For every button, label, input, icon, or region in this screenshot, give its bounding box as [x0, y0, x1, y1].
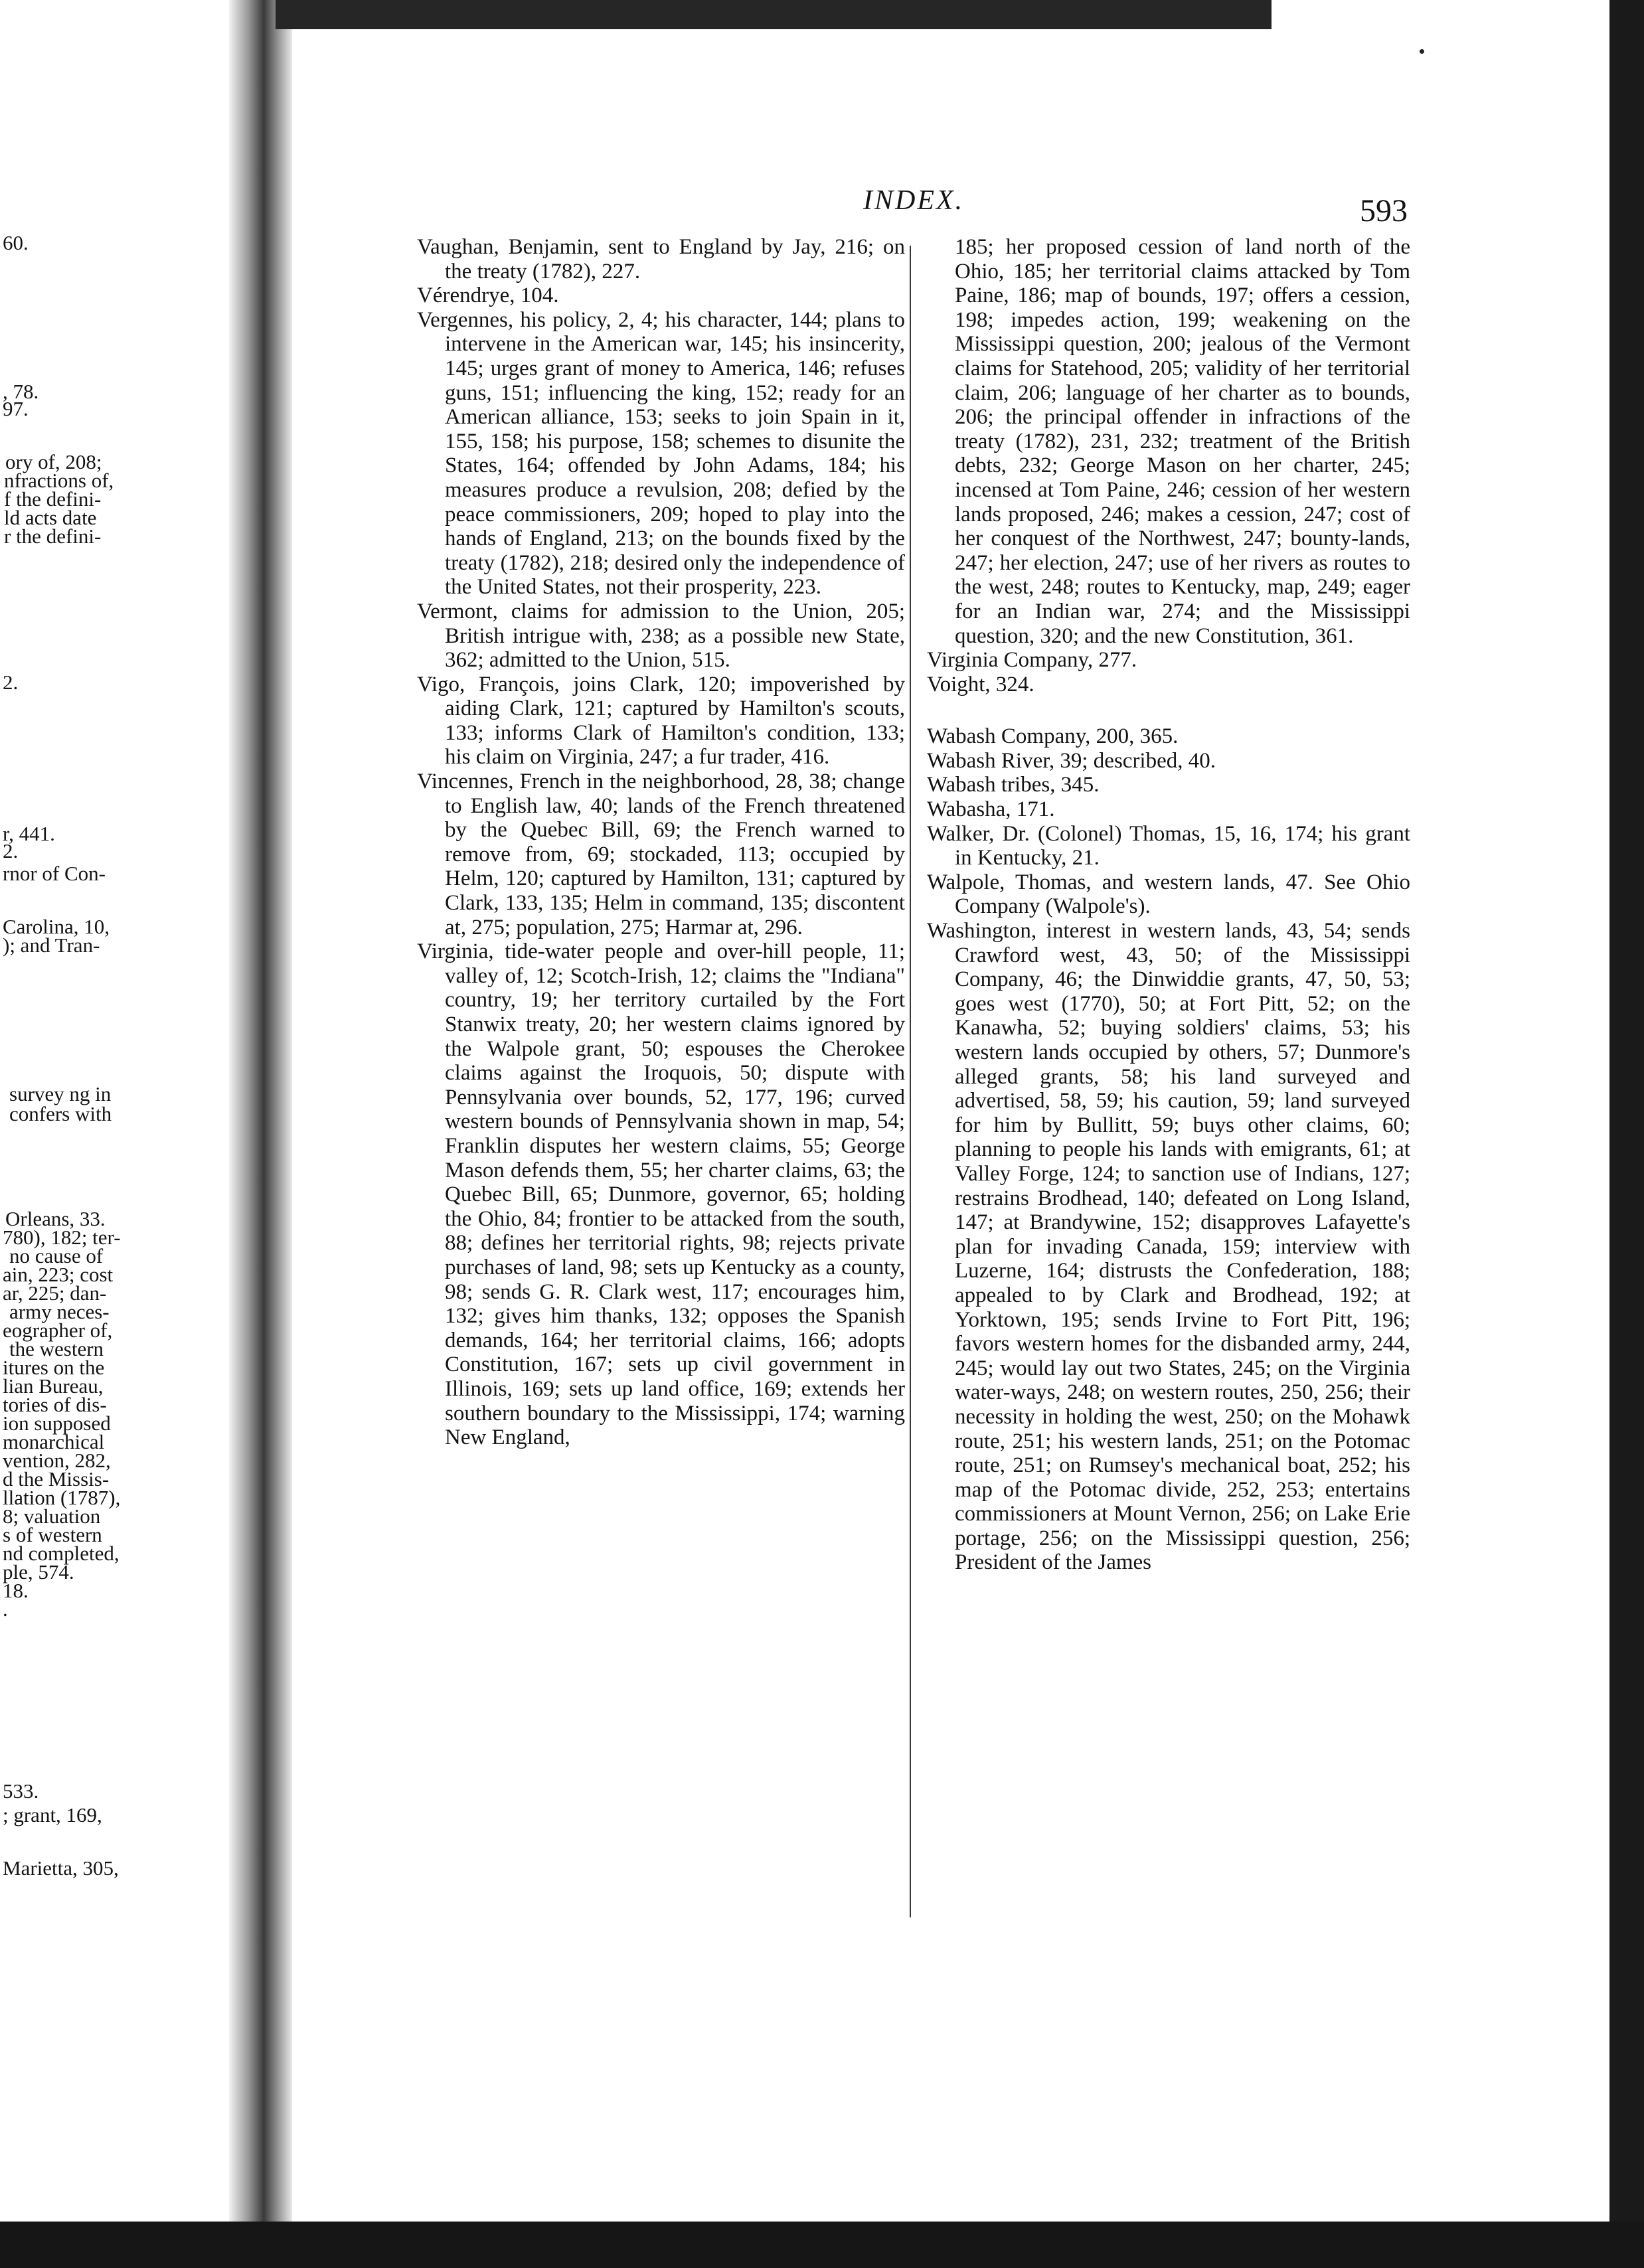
facing-page-fragment: itures on the: [3, 1356, 105, 1379]
scan-border-right: [1609, 0, 1644, 2268]
speck-mark: [1420, 49, 1424, 54]
facing-page-fragment: 60.: [3, 231, 29, 254]
facing-page-fragment: Carolina, 10,: [3, 915, 110, 938]
index-column-left: [417, 235, 905, 1450]
facing-page-fragment: 533.: [3, 1779, 39, 1803]
facing-page-fragment: , 78.: [3, 380, 39, 403]
index-entry: Vergennes, his policy, 2, 4; his character, 144; plans to intervene in the American war, 145; his insincerity, 145; urges grant of money to America, 146; refuses guns, 151; influencing the king, 152; ready for an American alliance, 153; seeks to join Spain in it, 155, 158; his purpose, 158; schemes to disunite the States, 164; offended by John Adams, 184; his measures produce a revulsion, 208; defied by the peace commissioners, 209; hoped to play into the hands of England, 213; on the bounds fixed by the treaty (1782), 218; desired only the independence of the United States, not their prosperity, 223.: [417, 307, 905, 600]
index-column-right: [927, 235, 1410, 1575]
index-entry: Wabash tribes, 345.: [927, 773, 1100, 797]
running-head: INDEX.: [863, 185, 965, 216]
facing-page-fragment: ld acts date: [4, 506, 97, 529]
index-entry: Walker, Dr. (Colonel) Thomas, 15, 16, 174; his grant in Kentucky, 21.: [927, 821, 1410, 870]
column-divider: [910, 246, 911, 1917]
facing-page-fragment: confers with: [9, 1102, 112, 1125]
facing-page-fragment: 2.: [3, 671, 19, 694]
scan-border-top: [276, 0, 1272, 29]
facing-page-fragment: r, 441.: [3, 822, 55, 845]
index-entry: Wabasha, 171.: [927, 797, 1055, 822]
facing-page-fragment: rnor of Con-: [3, 862, 106, 885]
facing-page-fragment: lian Bureau,: [3, 1374, 104, 1398]
index-entry: Virginia Company, 277.: [927, 648, 1137, 673]
index-entry: 185; her proposed cession of land north of the Ohio, 185; her territorial claims attacked by Tom Paine, 186; map of bounds, 197; offers a cession, 198; impedes action, 199; weakening on the Mississippi question, 200; jealous of the Vermont claims for Statehood, 205; validity of her territorial claim, 206; language of her charter as to bounds, 206; the principal offender in infractions of the treaty (1782), 231, 232; treatment of the British debts, 232; George Mason on her charter, 245; incensed at Tom Paine, 246; cession of her western lands proposed, 246; makes a cession, 247; cost of her conquest of the Northwest, 247; bounty-lands, 247; her election, 247; use of her rivers as routes to the west, 248; routes to Kentucky, map, 249; eager for an Indian war, 274; and the Mississippi question, 320; and the new Constitution, 361.: [955, 235, 1410, 648]
facing-page-fragment: 780), 182; ter-: [3, 1226, 121, 1249]
index-entry: Vaughan, Benjamin, sent to England by Jay, 216; on the treaty (1782), 227.: [417, 235, 905, 284]
facing-page-fragment: ple, 574.: [3, 1560, 74, 1583]
facing-page-fragment: 97.: [3, 397, 29, 420]
index-entry: Wabash Company, 200, 365.: [927, 724, 1179, 749]
facing-page-fragment: eographer of,: [3, 1319, 113, 1342]
facing-page-fragment: s of western: [3, 1523, 102, 1546]
page-number: 593: [1360, 193, 1408, 228]
facing-page-fragment: 2.: [3, 839, 19, 862]
facing-page-fragment: ar, 225; dan-: [3, 1281, 107, 1305]
facing-page-fragment: survey ng in: [9, 1082, 112, 1105]
facing-page-fragment: vention, 282,: [3, 1449, 111, 1472]
index-entry: Virginia, tide-water people and over-hill people, 11; valley of, 12; Scotch-Irish, 12; claims the "Indiana" country, 19; her territory curtailed by the Fort Stanwix treaty, 20; her western claims ignored by the Walpole grant, 50; espouses the Cherokee claims against the Iroquois, 50; dispute with Pennsylvania over bounds, 52, 177, 196; curved western bounds of Pennsylvania shown in map, 54; Franklin disputes her western claims, 55; George Mason defends them, 55; her charter claims, 63; the Quebec Bill, 65; Dunmore, governor, 65; holding the Ohio, 84; frontier to be attacked from the south, 88; defines her territorial rights, 98; rejects private purchases of land, 98; sets up Kentucky as a county, 98; sends G. R. Clark west, 117; encourages him, 132; gives him thanks, 132; opposes the Spanish demands, 164; her territorial claims, 166; adopts Constitution, 167; sets up civil government in Illinois, 169; sets up land office, 169; extends her southern boundary to the Mississippi, 174; warning New England,: [417, 939, 905, 1450]
index-entry: Vérendrye, 104.: [417, 284, 559, 308]
facing-page-fragment: d the Missis-: [3, 1467, 110, 1491]
letter-section-gap: [927, 696, 1410, 724]
index-entry: Walpole, Thomas, and western lands, 47. See Ohio Company (Walpole's).: [927, 870, 1410, 919]
facing-page-fragment: monarchical: [3, 1430, 105, 1453]
index-entry: Vincennes, French in the neighborhood, 28, 38; change to English law, 40; lands of the French threatened by the Quebec Bill, 69; the French warned to remove from, 69; stockaded, 113; occupied by Helm, 120; captured by Hamilton, 131; captured by Clark, 133, 135; Helm in command, 135; discontent at, 275; population, 275; Harmar at, 296.: [417, 770, 905, 939]
facing-page-fragment: nfractions of,: [4, 469, 114, 492]
facing-page-fragment: nd completed,: [3, 1542, 120, 1565]
facing-page-fragment: ain, 223; cost: [3, 1263, 114, 1286]
index-entry: Wabash River, 39; described, 40.: [927, 748, 1216, 773]
facing-page-fragment: ory of, 208;: [5, 450, 102, 473]
facing-page-fragment: f the defini-: [4, 487, 102, 511]
facing-page-fragment: ; grant, 169,: [3, 1803, 102, 1826]
facing-page-edge: [0, 0, 252, 2222]
facing-page-fragment: army neces-: [9, 1300, 110, 1323]
index-entry: Vermont, claims for admission to the Union, 205; British intrigue with, 238; as a possible new State, 362; admitted to the Union, 515.: [417, 599, 905, 673]
facing-page-fragment: r the defini-: [4, 525, 102, 548]
facing-page-fragment: 8; valuation: [3, 1504, 101, 1528]
facing-page-fragment: the western: [9, 1337, 104, 1360]
book-gutter: [229, 0, 292, 2268]
index-entry: Vigo, François, joins Clark, 120; impoverished by aiding Clark, 121; captured by Hamilton's scouts, 133; informs Clark of Hamilton's condition, 133; his claim on Virginia, 247; a fur trader, 416.: [417, 672, 905, 770]
scan-border-bottom: [0, 2222, 1644, 2268]
facing-page-fragment: llation (1787),: [3, 1486, 121, 1509]
index-entry: Voight, 324.: [927, 672, 1034, 696]
facing-page-fragment: ion supposed: [3, 1412, 111, 1435]
facing-page-fragment: .: [3, 1597, 8, 1621]
index-entry: Washington, interest in western lands, 43, 54; sends Crawford west, 43, 50; of the Mississippi Company, 46; the Dinwiddie grants, 47, 50, 53; goes west (1770), 50; at Fort Pitt, 52; on the Kanawha, 52; buying soldiers' claims, 53; his western lands occupied by others, 57; Dunmore's alleged grants, 58; his land surveyed and advertised, 58, 59; his caution, 59; land surveyed for him by Bullitt, 59; buys other claims, 60; planning to people his lands with emigrants, 61; at Valley Forge, 124; to sanction use of Indians, 127; restrains Brodhead, 140; defeated on Long Island, 147; at Brandywine, 152; disapproves Lafayette's plan for invading Canada, 159; interview with Luzerne, 164; distrusts the Confederation, 188; appealed to by Clark and Brodhead, 192; at Yorktown, 195; sends Irvine to Fort Pitt, 196; favors western homes for the disbanded army, 244, 245; would lay out two States, 245; on the Virginia water-ways, 248; on western routes, 250, 256; their necessity in holding the west, 250; on the Mohawk route, 251; his western lands, 251; on the Potomac route, 251; on Rumsey's mechanical boat, 252; his map of the Potomac divide, 252, 253; entertains commissioners at Mount Vernon, 256; on Lake Erie portage, 256; on the Mississippi question, 256; President of the James: [927, 919, 1410, 1575]
facing-page-fragment: Marietta, 305,: [3, 1856, 119, 1880]
facing-page-fragment: no cause of: [9, 1244, 104, 1267]
facing-page-fragment: 18.: [3, 1579, 29, 1602]
facing-page-fragment: Orleans, 33.: [5, 1207, 106, 1230]
facing-page-fragment: ); and Tran-: [3, 933, 100, 957]
facing-page-fragment: tories of dis-: [3, 1393, 107, 1416]
